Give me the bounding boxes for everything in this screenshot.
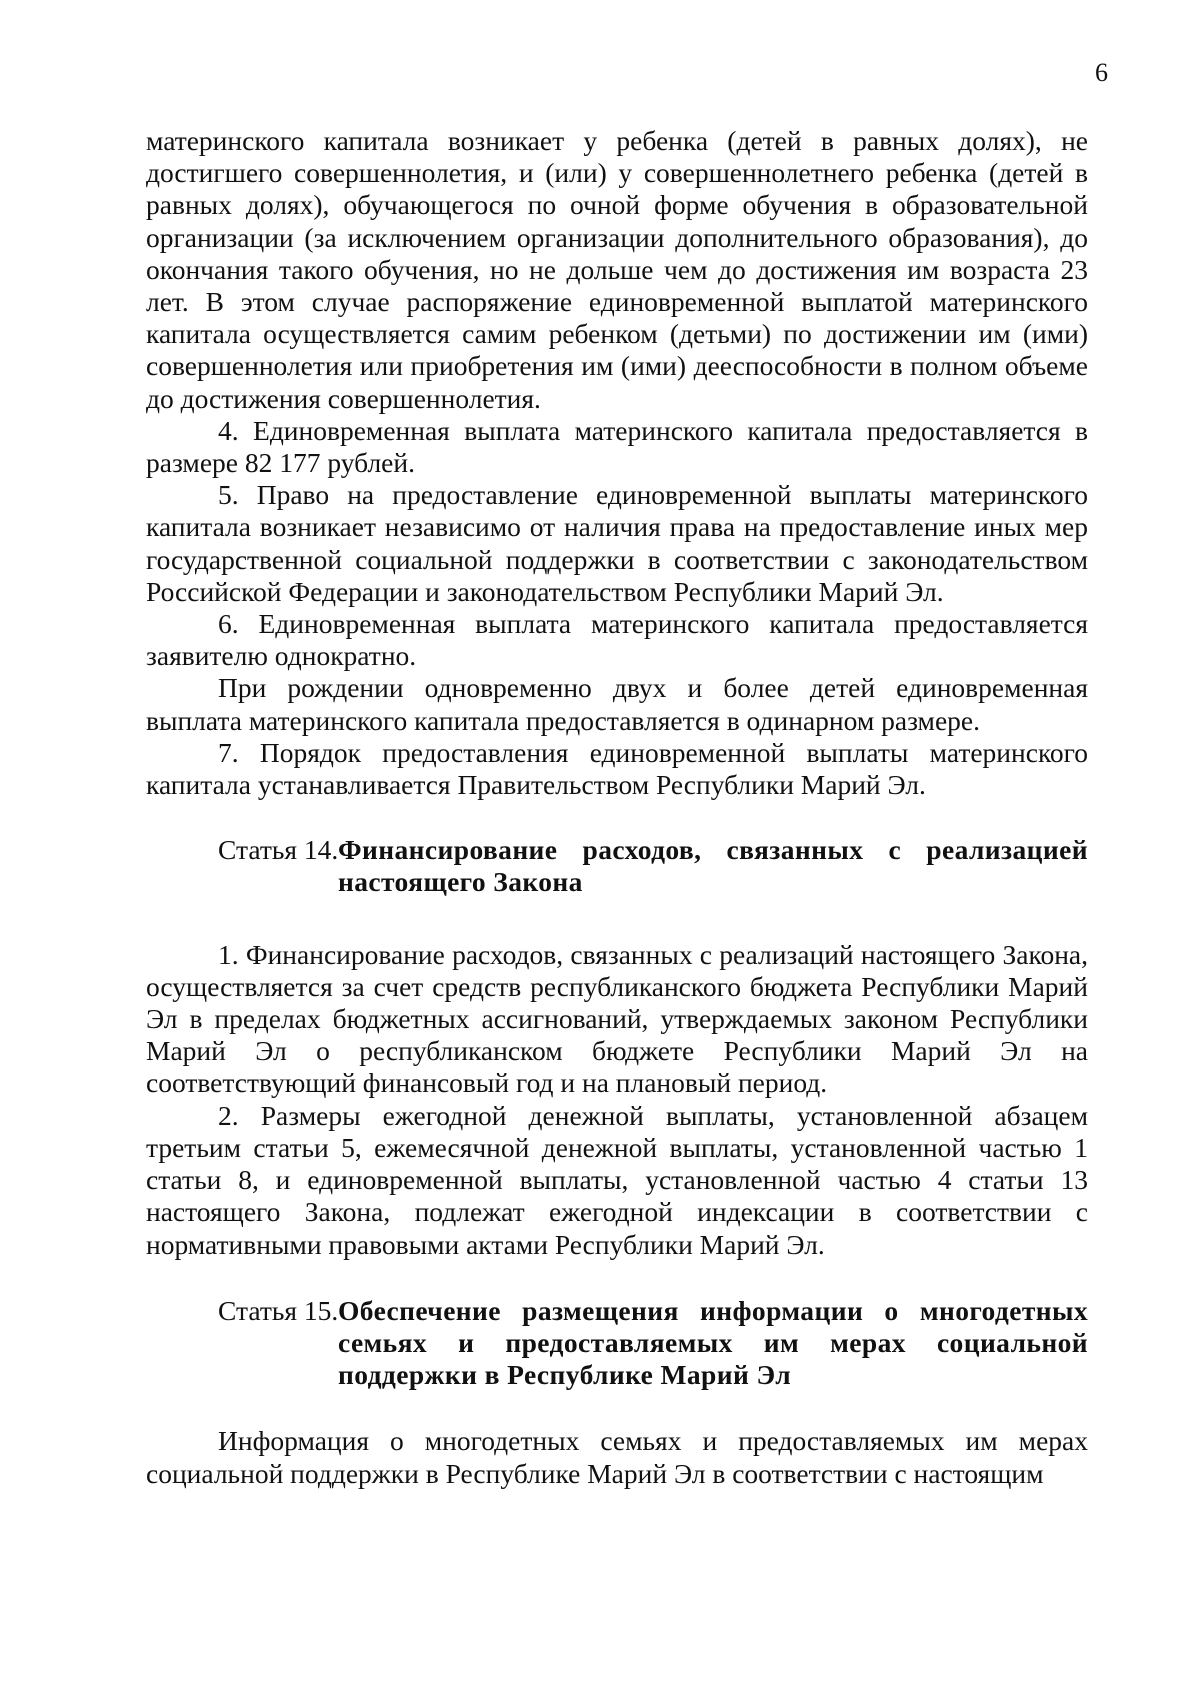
article-15-title: Обеспечение размещения информации о многодетных семьях и предоставляемых им мерах социальной поддержки в Республике Марий Эл	[338, 1294, 1088, 1391]
article-14-label-text: Статья 14.	[218, 834, 339, 866]
article-14-paragraph-1: 1. Финансирование расходов, связанных с реализаций настоящего Закона, осуществляется за счет средств республиканского бюджета Республики Марий Эл в пределах бюджетных ассигнований, утверждаемых законом Республики Марий Эл о республиканском бюджете Республики Марий Эл на соответствующий финансовый год и на плановый период.	[146, 938, 1088, 1099]
page-number: 6	[1095, 58, 1108, 87]
article-14-paragraph-2: 2. Размеры ежегодной денежной выплаты, установленной абзацем третьим статьи 5, ежемесячной денежной выплаты, установленной частью 1 статьи 8, и единовременной выплаты, установленной частью 4 статьи 13 настоящего Закона, подлежат ежегодной индексации в соответствии с нормативными правовыми актами Республики Марий Эл.	[146, 1099, 1088, 1260]
paragraph-item-5: 5. Право на предоставление единовременной выплаты материнского капитала возникает независимо от наличия права на предоставление иных мер государственной социальной поддержки в соответствии с законодательством Российской Федерации и законодательством Республики Марий Эл.	[146, 479, 1088, 607]
article-15-label-text: Статья 15.	[218, 1294, 339, 1326]
article-15-label	[146, 1294, 339, 1327]
article-15-heading	[146, 1295, 1088, 1392]
paragraph-continuation: материнского капитала возникает у ребенка (детей в равных долях), не достигшего совершеннолетия, и (или) у совершеннолетнего ребенка (детей в равных долях), обучающегося по очной форме обучения в образовательной организации (за исключением организации дополнительного образования), до окончания такого обучения, но не дольше чем до достижения им возраста 23 лет. В этом случае распоряжение единовременной выплатой материнского капитала осуществляется самим ребенком (детьми) по достижении им (ими) совершеннолетия или приобретения им (ими) дееспособности в полном объеме до достижения совершеннолетия.	[146, 125, 1088, 414]
spacer	[146, 1391, 1088, 1425]
article-14-title: Финансирование расходов, связанных с реализацией настоящего Закона	[338, 834, 1088, 898]
paragraph-item-4: 4. Единовременная выплата материнского капитала предоставляется в размере 82 177 рублей.	[146, 414, 1088, 479]
article-14-heading	[146, 834, 1088, 898]
paragraph-multiple-births: При рождении одновременно двух и более детей единовременная выплата материнского капитала предоставляется в одинарном размере.	[146, 672, 1088, 736]
article-15-paragraph-1: Информация о многодетных семьях и предоставляемых им мерах социальной поддержки в Республике Марий Эл в соответствии с настоящим	[146, 1425, 1088, 1489]
paragraph-item-6: 6. Единовременная выплата материнского капитала предоставляется заявителю однократно.	[146, 608, 1088, 672]
paragraph-item-7: 7. Порядок предоставления единовременной выплаты материнского капитала устанавливается Правительством Республики Марий Эл.	[146, 736, 1088, 801]
spacer	[146, 801, 1088, 834]
document-body	[146, 125, 1088, 1490]
article-14-label	[146, 834, 339, 866]
spacer	[146, 899, 1088, 939]
spacer	[146, 1261, 1088, 1295]
